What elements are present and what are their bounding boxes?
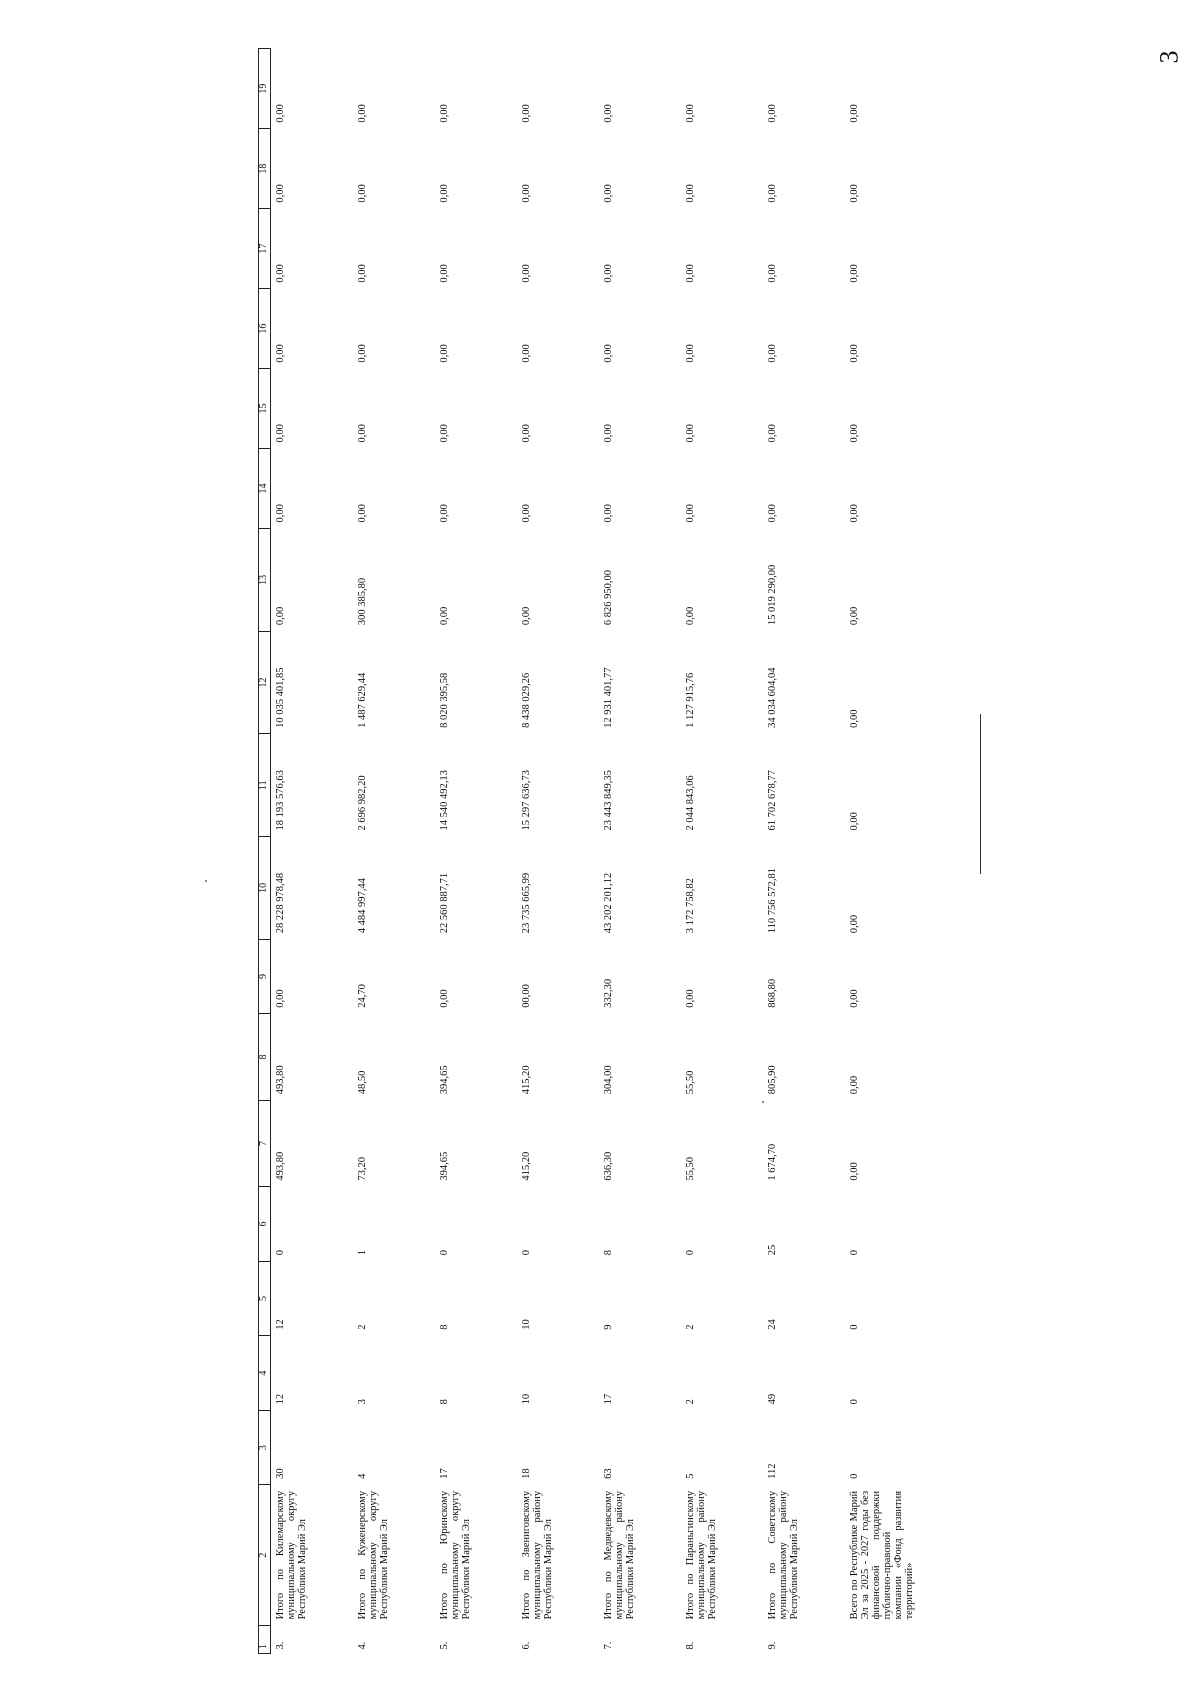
cell-col-12: 12 931 401,77 bbox=[603, 667, 614, 728]
cell-col-10: 110 756 572,81 bbox=[767, 867, 778, 934]
cell-col-8: 48,50 bbox=[357, 1070, 368, 1095]
cell-col-10: 4 484 997,44 bbox=[357, 878, 368, 934]
cell-col-12: 34 034 604,04 bbox=[767, 667, 778, 728]
row-number: 3. bbox=[275, 1641, 286, 1650]
cell-col-5: 0 bbox=[849, 1324, 860, 1330]
cell-col-6: 8 bbox=[603, 1249, 614, 1256]
cell-col-19: 0,00 bbox=[685, 104, 696, 123]
row-name: Итого по Медведевскому муниципальному району Республики Марий Эл bbox=[603, 1490, 636, 1620]
cell-col-16: 0,00 bbox=[767, 344, 778, 363]
column-number-1: 1 bbox=[258, 1625, 271, 1653]
table-row bbox=[435, 49, 517, 1654]
column-number-row bbox=[258, 49, 271, 1654]
column-number-2: 2 bbox=[258, 1485, 271, 1626]
column-number-5: 5 bbox=[258, 1261, 271, 1336]
row-number: 9. bbox=[767, 1641, 778, 1650]
scan-speck bbox=[205, 880, 207, 882]
cell-col-11: 2 696 982,20 bbox=[357, 775, 368, 831]
cell-col-19: 0,00 bbox=[849, 104, 860, 123]
table-row bbox=[353, 49, 435, 1654]
column-number-3: 3 bbox=[258, 1410, 271, 1485]
cell-col-5: 24 bbox=[767, 1319, 778, 1330]
table-row bbox=[271, 49, 354, 1654]
cell-col-13: 0,00 bbox=[275, 606, 286, 626]
cell-col-16: 0,00 bbox=[849, 344, 860, 363]
cell-col-19: 0,00 bbox=[767, 104, 778, 123]
scan-speck bbox=[762, 1101, 764, 1103]
column-number-4: 4 bbox=[258, 1336, 271, 1411]
table-row bbox=[599, 49, 681, 1654]
cell-col-14: 0,00 bbox=[685, 504, 696, 523]
cell-col-13: 0,00 bbox=[849, 606, 860, 626]
row-number: 6. bbox=[521, 1641, 532, 1650]
cell-col-11: 14 540 492,13 bbox=[439, 770, 450, 831]
table-body bbox=[271, 49, 960, 1654]
cell-col-4: 8 bbox=[439, 1399, 450, 1405]
cell-col-12: 10 035 401,85 bbox=[275, 667, 286, 728]
cell-col-9: 0,00 bbox=[685, 989, 696, 1008]
column-number-12: 12 bbox=[258, 631, 271, 734]
table-row bbox=[517, 49, 599, 1654]
column-number-18: 18 bbox=[258, 129, 271, 209]
row-number: 8. bbox=[685, 1641, 696, 1650]
column-number-11: 11 bbox=[258, 734, 271, 837]
cell-col-17: 0,00 bbox=[521, 264, 532, 283]
cell-col-5: 12 bbox=[275, 1319, 286, 1330]
cell-col-5: 2 bbox=[357, 1324, 368, 1330]
cell-col-3: 18 bbox=[521, 1468, 532, 1479]
cell-col-14: 0,00 bbox=[767, 504, 778, 523]
cell-col-13: 6 826 950,00 bbox=[603, 570, 614, 626]
row-name: Итого по Параньгинскому муниципальному району Республики Марий Эл bbox=[685, 1490, 718, 1620]
separator-line bbox=[980, 714, 981, 874]
finance-table bbox=[258, 48, 959, 1654]
row-number: 7. bbox=[603, 1641, 614, 1650]
cell-col-12: 0,00 bbox=[849, 709, 860, 728]
cell-col-7: 0,00 bbox=[849, 1162, 860, 1181]
cell-col-12: 1 487 629,44 bbox=[357, 672, 368, 728]
column-number-16: 16 bbox=[258, 289, 271, 369]
cell-col-14: 0,00 bbox=[275, 504, 286, 523]
cell-col-14: 0,00 bbox=[603, 504, 614, 523]
cell-col-13: 15 019 290,00 bbox=[767, 564, 778, 626]
cell-col-3: 63 bbox=[603, 1468, 614, 1479]
cell-col-14: 0,00 bbox=[521, 504, 532, 523]
cell-col-17: 0,00 bbox=[685, 264, 696, 283]
column-number-9: 9 bbox=[258, 939, 271, 1014]
cell-col-19: 0,00 bbox=[521, 104, 532, 123]
cell-col-19: 0,00 bbox=[603, 104, 614, 123]
cell-col-4: 10 bbox=[521, 1393, 532, 1405]
table-row bbox=[845, 49, 959, 1654]
cell-col-18: 0,00 bbox=[685, 184, 696, 203]
cell-col-6: 0 bbox=[439, 1249, 450, 1256]
cell-col-16: 0,00 bbox=[603, 344, 614, 363]
cell-col-11: 18 193 576,63 bbox=[275, 770, 286, 831]
cell-col-8: 0,00 bbox=[849, 1075, 860, 1095]
cell-col-7: 493,80 bbox=[275, 1151, 286, 1181]
cell-col-8: 493,80 bbox=[275, 1065, 286, 1095]
cell-col-9: 0,00 bbox=[439, 989, 450, 1008]
cell-col-10: 3 172 758,82 bbox=[685, 878, 696, 934]
cell-col-3: 4 bbox=[357, 1473, 368, 1479]
cell-col-17: 0,00 bbox=[357, 264, 368, 283]
cell-col-5: 2 bbox=[685, 1324, 696, 1330]
cell-col-5: 9 bbox=[603, 1324, 614, 1330]
row-number: 4. bbox=[357, 1641, 368, 1650]
cell-col-18: 0,00 bbox=[849, 184, 860, 203]
cell-col-9: 24,70 bbox=[357, 984, 368, 1008]
cell-col-5: 8 bbox=[439, 1324, 450, 1330]
rotated-table-container bbox=[258, 48, 1048, 1654]
cell-col-15: 0,00 bbox=[439, 424, 450, 443]
page-number: 3 bbox=[1154, 50, 1184, 64]
cell-col-7: 73,20 bbox=[357, 1157, 368, 1181]
cell-col-4: 17 bbox=[603, 1393, 614, 1405]
cell-col-7: 415,20 bbox=[521, 1151, 532, 1181]
column-number-8: 8 bbox=[258, 1014, 271, 1100]
cell-col-6: 0 bbox=[521, 1249, 532, 1256]
cell-col-3: 30 bbox=[275, 1468, 286, 1479]
cell-col-16: 0,00 bbox=[275, 344, 286, 363]
cell-col-18: 0,00 bbox=[521, 184, 532, 203]
table-row bbox=[763, 49, 845, 1654]
cell-col-17: 0,00 bbox=[275, 264, 286, 283]
cell-col-17: 0,00 bbox=[767, 264, 778, 283]
cell-col-15: 0,00 bbox=[685, 424, 696, 443]
cell-col-18: 0,00 bbox=[439, 184, 450, 203]
cell-col-9: 332,30 bbox=[603, 978, 614, 1008]
cell-col-14: 0,00 bbox=[849, 504, 860, 523]
cell-col-10: 0,00 bbox=[849, 914, 860, 934]
cell-col-12: 8 020 395,58 bbox=[439, 672, 450, 728]
cell-col-4: 0 bbox=[849, 1399, 860, 1405]
cell-col-12: 1 127 915,76 bbox=[685, 672, 696, 728]
cell-col-14: 0,00 bbox=[439, 504, 450, 523]
cell-col-15: 0,00 bbox=[357, 424, 368, 443]
cell-col-18: 0,00 bbox=[275, 184, 286, 203]
cell-col-3: 17 bbox=[439, 1468, 450, 1479]
row-name: Итого по Куженерскому муниципальному округу Республики Марий Эл bbox=[357, 1490, 390, 1620]
cell-col-16: 0,00 bbox=[685, 344, 696, 363]
cell-col-6: 0 bbox=[685, 1249, 696, 1256]
cell-col-3: 112 bbox=[767, 1463, 778, 1479]
row-name: Итого по Юринскому муниципальному округу Республики Марий Эл bbox=[439, 1490, 472, 1620]
cell-col-10: 22 560 887,71 bbox=[439, 872, 450, 934]
cell-col-16: 0,00 bbox=[521, 344, 532, 363]
cell-col-14: 0,00 bbox=[357, 504, 368, 523]
cell-col-7: 55,50 bbox=[685, 1157, 696, 1181]
column-number-15: 15 bbox=[258, 369, 271, 449]
cell-col-15: 0,00 bbox=[521, 424, 532, 443]
cell-col-16: 0,00 bbox=[439, 344, 450, 363]
cell-col-11: 61 702 678,77 bbox=[767, 770, 778, 831]
cell-col-11: 0,00 bbox=[849, 812, 860, 831]
cell-col-7: 1 674,70 bbox=[767, 1143, 778, 1181]
column-number-17: 17 bbox=[258, 209, 271, 289]
cell-col-3: 5 bbox=[685, 1473, 696, 1479]
cell-col-9: 00,00 bbox=[521, 984, 532, 1008]
cell-col-6: 1 bbox=[357, 1249, 368, 1256]
row-name: Всего по Республике Марий Эл за 2025 - 2027 годы без финансовой поддержки публично-правовой компании «Фонд развития территорий» bbox=[849, 1490, 915, 1620]
cell-col-4: 3 bbox=[357, 1399, 368, 1405]
cell-col-8: 55,50 bbox=[685, 1070, 696, 1095]
column-number-6: 6 bbox=[258, 1187, 271, 1262]
row-number: 5. bbox=[439, 1641, 450, 1650]
cell-col-13: 300 385,80 bbox=[357, 577, 368, 626]
cell-col-19: 0,00 bbox=[439, 104, 450, 123]
cell-col-9: 868,80 bbox=[767, 978, 778, 1008]
row-name: Итого по Советскому муниципальному району Республики Марий Эл bbox=[767, 1490, 800, 1620]
cell-col-3: 0 bbox=[849, 1473, 860, 1479]
cell-col-4: 2 bbox=[685, 1399, 696, 1405]
cell-col-15: 0,00 bbox=[849, 424, 860, 443]
cell-col-17: 0,00 bbox=[849, 264, 860, 283]
cell-col-18: 0,00 bbox=[603, 184, 614, 203]
cell-col-19: 0,00 bbox=[275, 104, 286, 123]
cell-col-17: 0,00 bbox=[603, 264, 614, 283]
row-name: Итого по Звениговскому муниципальному району Республики Марий Эл bbox=[521, 1490, 554, 1620]
cell-col-7: 636,30 bbox=[603, 1151, 614, 1181]
cell-col-8: 304,00 bbox=[603, 1065, 614, 1095]
cell-col-5: 10 bbox=[521, 1319, 532, 1330]
cell-col-9: 0,00 bbox=[849, 989, 860, 1008]
cell-col-6: 0 bbox=[275, 1249, 286, 1256]
cell-col-16: 0,00 bbox=[357, 344, 368, 363]
cell-col-13: 0,00 bbox=[521, 606, 532, 626]
cell-col-15: 0,00 bbox=[275, 424, 286, 443]
cell-col-13: 0,00 bbox=[685, 606, 696, 626]
cell-col-6: 25 bbox=[767, 1244, 778, 1256]
cell-col-11: 15 297 636,73 bbox=[521, 770, 532, 831]
cell-col-18: 0,00 bbox=[767, 184, 778, 203]
cell-col-17: 0,00 bbox=[439, 264, 450, 283]
cell-col-8: 805,90 bbox=[767, 1065, 778, 1095]
cell-col-12: 8 438 029,26 bbox=[521, 672, 532, 728]
column-number-10: 10 bbox=[258, 837, 271, 940]
cell-col-4: 12 bbox=[275, 1393, 286, 1405]
cell-col-8: 415,20 bbox=[521, 1065, 532, 1095]
column-number-13: 13 bbox=[258, 529, 271, 632]
cell-col-4: 49 bbox=[767, 1393, 778, 1405]
cell-col-10: 28 228 978,48 bbox=[275, 872, 286, 934]
row-name: Итого по Килемарскому муниципальному округу Республики Марий Эл bbox=[275, 1490, 308, 1620]
cell-col-9: 0,00 bbox=[275, 989, 286, 1008]
cell-col-7: 394,65 bbox=[439, 1151, 450, 1181]
header-top-rule bbox=[258, 48, 259, 1654]
cell-col-8: 394,65 bbox=[439, 1065, 450, 1095]
cell-col-18: 0,00 bbox=[357, 184, 368, 203]
row-number bbox=[845, 1625, 959, 1653]
column-number-19: 19 bbox=[258, 49, 271, 129]
cell-col-10: 43 202 201,12 bbox=[603, 872, 614, 934]
cell-col-10: 23 735 665,99 bbox=[521, 872, 532, 934]
column-number-7: 7 bbox=[258, 1100, 271, 1186]
cell-col-13: 0,00 bbox=[439, 606, 450, 626]
table-row bbox=[681, 49, 763, 1654]
cell-col-15: 0,00 bbox=[767, 424, 778, 443]
cell-col-15: 0,00 bbox=[603, 424, 614, 443]
cell-col-11: 23 443 849,35 bbox=[603, 770, 614, 831]
cell-col-19: 0,00 bbox=[357, 104, 368, 123]
column-number-14: 14 bbox=[258, 449, 271, 529]
cell-col-11: 2 044 843,06 bbox=[685, 775, 696, 831]
cell-col-6: 0 bbox=[849, 1249, 860, 1256]
